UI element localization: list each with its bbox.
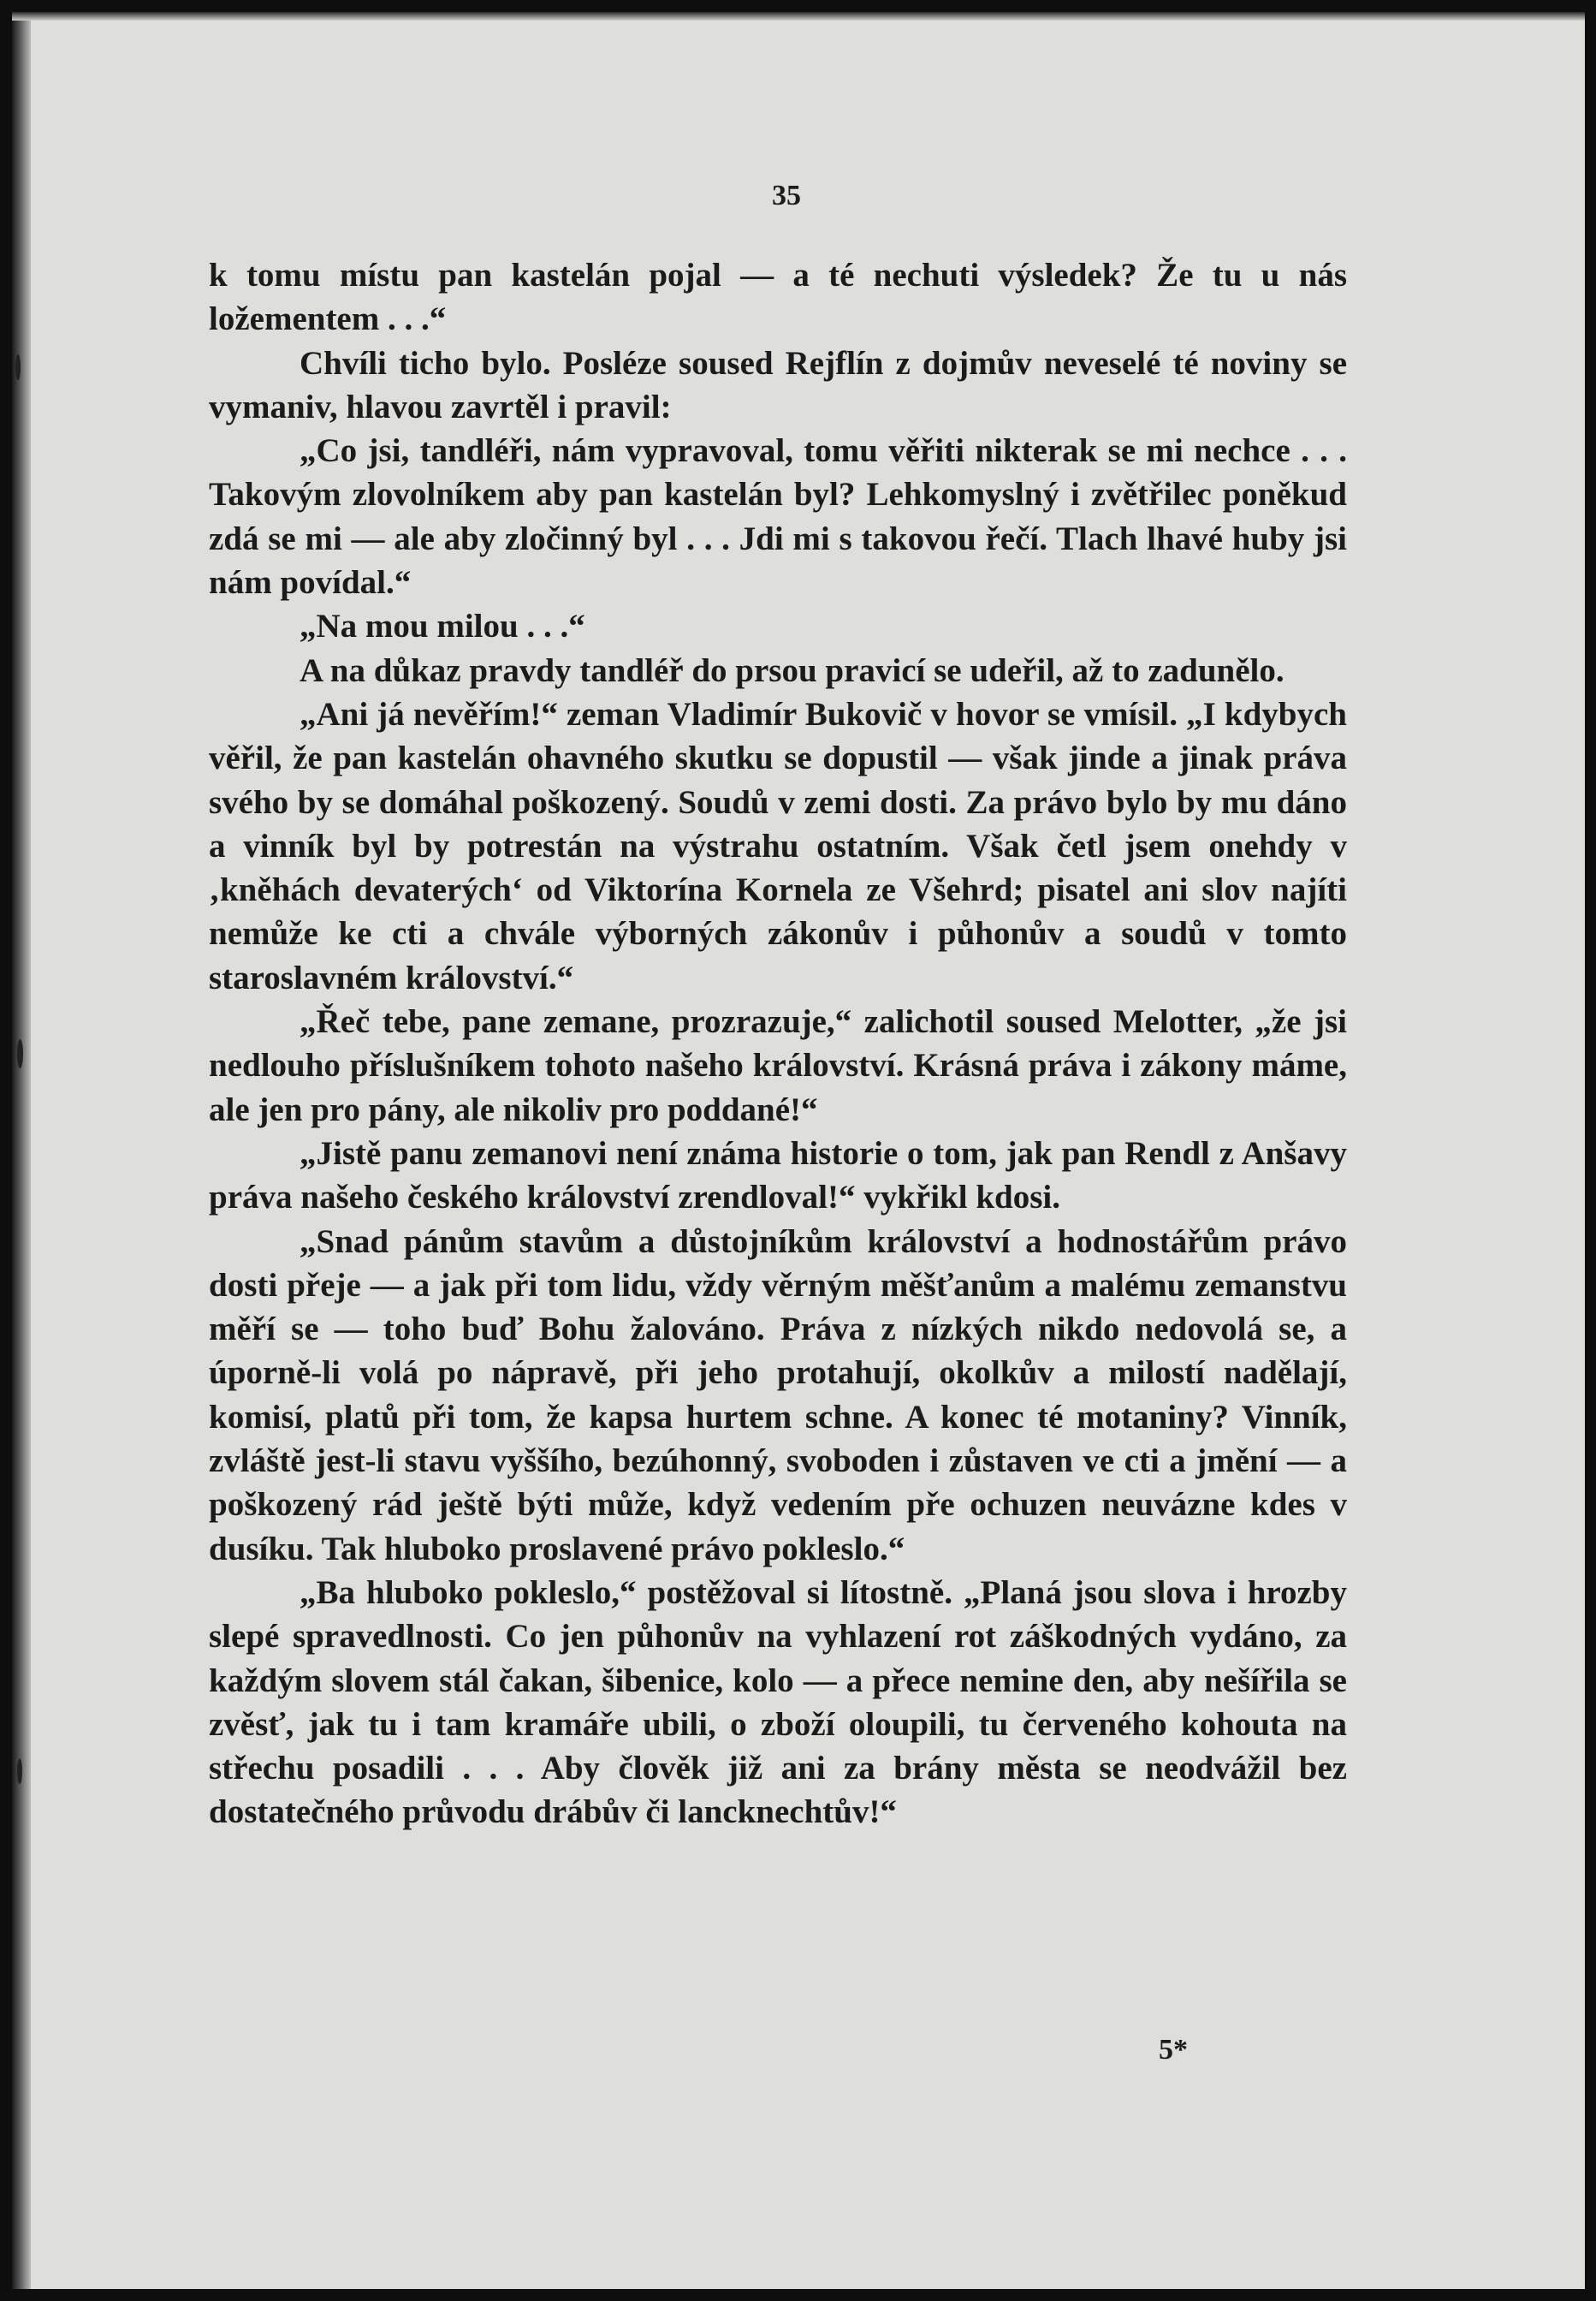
- paragraph: „Snad pánům stavům a důstojníkům království a hodnostářům právo dosti přeje — a jak při tom lidu, vždy věrným měšťanům a malému zemanstvu měří se — toho buď Bohu žalováno. Práva z nízkých nikdo nedovolá se, a úporně-li volá po nápravě, při jeho protahují, okolkův a milostí nadělají, komisí, platů při tom, že kapsa hurtem schne. A konec té motaniny? Vinník, zvláště jest-li stavu vyššího, bezúhonný, svoboden i zůstaven ve cti a jmění — a poškozený rád ještě býti může, když vedením pře ochuzen neuvázne kdes v dusíku. Tak hluboko proslavené právo pokleslo.“: [209, 1222, 1347, 1567]
- page-top-edge-shadow: [12, 12, 1585, 21]
- print-speck: [15, 354, 21, 380]
- paragraph: A na důkaz pravdy tandléř do prsou pravicí se udeřil, až to zadunělo.: [300, 651, 1285, 689]
- paragraph: „Řeč tebe, pane zemane, prozrazuje,“ zalichotil soused Melotter, „že jsi nedlouho příslušníkem tohoto našeho království. Krásná práva i zákony máme, ale jen pro pány, ale nikoliv pro poddané!“: [209, 1003, 1347, 1128]
- paragraph: „Na mou milou . . .“: [300, 608, 585, 645]
- paragraph: „Ba hluboko pokleslo,“ postěžoval si lítostně. „Planá jsou slova i hrozby slepé spravedlnosti. Co jen půhonův na vyhlazení rot záškodných vydáno, za každým slovem stál čakan, šibenice, kolo — a přece nemine den, aby nešířila se zvěsť, jak tu i tam kramáře ubili, o zboží oloupili, tu červeného kohouta na střechu posadili . . . Aby člověk již ani za brány města se neodvážil bez dostatečného průvodu drábův či lancknechtův!“: [209, 1573, 1347, 1831]
- body-text: [209, 253, 1347, 1834]
- page-left-edge-shadow: [12, 12, 31, 2289]
- signature-mark: 5*: [1159, 2034, 1188, 2066]
- page-number: 35: [772, 180, 801, 211]
- paragraph: Chvíli ticho bylo. Posléze soused Rejflín z dojmův neveselé té noviny se vymaniv, hlavou zavrtěl i pravil:: [209, 344, 1347, 425]
- paragraph: k tomu místu pan kastelán pojal — a té nechuti výsledek? Že tu u nás ložementem . . .“: [209, 257, 1347, 338]
- paragraph: „Jistě panu zemanovi není známa historie o tom, jak pan Rendl z Anšavy práva našeho českého království zrendloval!“ vykřikl kdosi.: [209, 1134, 1347, 1216]
- book-page: [12, 12, 1585, 2289]
- paragraph: „Co jsi, tandléři, nám vypravoval, tomu věřiti nikterak se mi nechce . . . Takovým zlovolníkem aby pan kastelán byl? Lehkomyslný i zvětřilec poněkud zdá se mi — ale aby zločinný byl . . . Jdi mi s takovou řečí. Tlach lhavé huby jsi nám povídal.“: [209, 432, 1347, 602]
- paragraph: „Ani já nevěřím!“ zeman Vladimír Bukovič v hovor se vmísil. „I kdybych věřil, že pan kastelán ohavného skutku se dopustil — však jinde a jinak práva svého by se domáhal poškozený. Soudů v zemi dosti. Za právo bylo by mu dáno a vinník byl by potrestán na výstrahu ostatním. Však četl jsem onehdy v ‚kněhách devaterých‘ od Viktorína Kornela ze Všehrd; pisatel ani slov najíti nemůže ke cti a chvále výborných zákonův i půhonův a soudů v tomto staroslavném království.“: [209, 695, 1347, 996]
- print-speck: [17, 1039, 23, 1068]
- print-speck: [17, 1758, 22, 1784]
